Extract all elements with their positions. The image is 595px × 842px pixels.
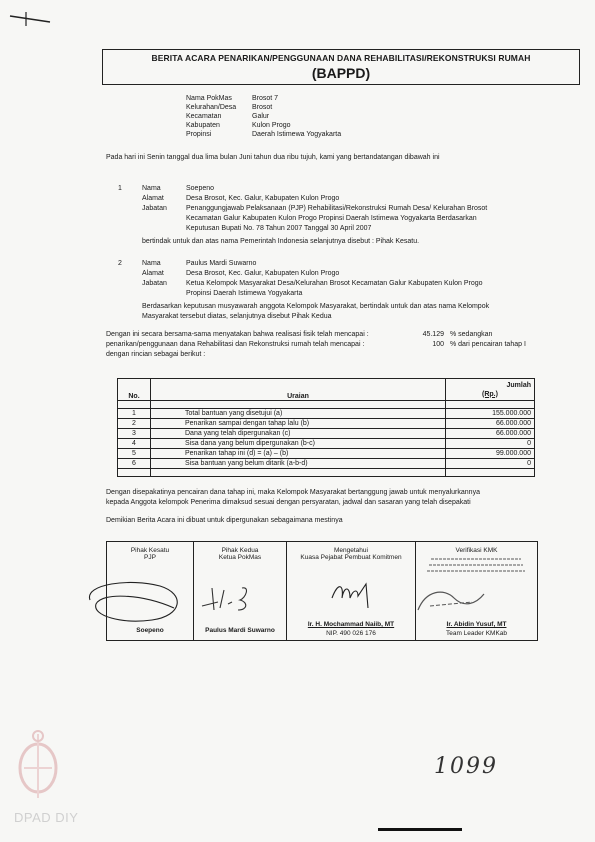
table-row: [118, 409, 535, 419]
signature-scribble-acknowledged: [328, 578, 380, 610]
withdrawal-progress-value: 100: [432, 341, 444, 348]
fund-details-table: [117, 378, 535, 477]
party-two-note: Berdasarkan keputusan musyawarah anggota Kelompok Masyarakat, bertindak untuk dan atas nama Kelompok: [142, 303, 490, 310]
table-row: [118, 439, 535, 449]
signature-role: Kuasa Pejabat Pembuat Komitmen: [300, 554, 402, 561]
physical-progress-value: 45.129: [422, 331, 444, 338]
row-description: Sisa bantuan yang belum ditarik (a-b-d): [151, 459, 446, 469]
party-one-note: bertindak untuk dan atas nama Pemerintah Indonesia selanjutnya disebut : Pihak Kesatu.: [142, 238, 420, 245]
row-description: Total bantuan yang disetujui (a): [151, 409, 446, 419]
table-row: [118, 429, 535, 439]
closing-paragraph: [106, 488, 480, 507]
signature-role: PJP: [144, 554, 156, 561]
identity-label: Kabupaten: [186, 122, 220, 129]
row-amount: 0: [446, 439, 535, 449]
signatory-name: Soepeno: [136, 627, 164, 634]
field-label: Jabatan: [142, 280, 167, 287]
identity-block: [186, 94, 341, 139]
identity-value: Brosot: [252, 104, 273, 111]
field-label: Nama: [142, 185, 161, 192]
row-number: 2: [118, 419, 151, 429]
verification-fine-print: [423, 555, 531, 581]
signatory-name: Ir. Abidin Yusuf, MT: [446, 621, 507, 628]
table-row: [118, 449, 535, 459]
field-label: Alamat: [142, 270, 164, 277]
closing-line: kepada Anggota kelompok Penerima dimaksud sesuai dengan persyaratan, jadwal dan sasaran yang telah disepakati: [106, 499, 471, 506]
party-number: 1: [118, 185, 122, 192]
party-two-address: Desa Brosot, Kec. Galur, Kabupaten Kulon Progo: [186, 270, 340, 277]
statement-text: penarikan/penggunaan dana Rehabilitasi dan Rekonstruksi rumah telah mencapai :: [106, 341, 365, 348]
field-label: Jabatan: [142, 205, 167, 212]
identity-label: Kelurahan/Desa: [186, 104, 237, 111]
row-description: Penarikan sampai dengan tahap lalu (b): [151, 419, 446, 429]
statement-text: Dengan ini secara bersama-sama menyatakan bahwa realisasi fisik telah mencapai :: [106, 331, 369, 338]
identity-label: Nama PokMas: [186, 95, 232, 102]
row-amount: 66.000.000: [446, 419, 535, 429]
identity-value: Daerah Istimewa Yogyakarta: [252, 131, 342, 138]
party-two-name: Paulus Mardi Suwarno: [186, 260, 257, 267]
corner-pen-mark: [8, 10, 53, 28]
signature-heading: Pihak Kesatu: [130, 547, 170, 554]
identity-label: Kecamatan: [186, 113, 222, 120]
document-abbreviation: (BAPPD): [311, 65, 371, 81]
signatory-name: Paulus Mardi Suwarno: [205, 627, 275, 634]
amount-header-label: Jumlah: [506, 381, 531, 389]
closing-statement: Demikian Berita Acara ini dibuat untuk dipergunakan sebagaimana mestinya: [106, 517, 343, 524]
statement-text: dengan rincian sebagai berikut :: [106, 351, 206, 358]
row-amount: 66.000.000: [446, 429, 535, 439]
row-number: 5: [118, 449, 151, 459]
bottom-rule: [378, 828, 462, 831]
row-number: 4: [118, 439, 151, 449]
party-number: 2: [118, 260, 122, 267]
document-title-box: [102, 49, 580, 85]
signatory-name: Ir. H. Mochammad Naiib, MT: [307, 621, 395, 628]
identity-value: Galur: [252, 113, 270, 120]
signature-scribble-party-one: [82, 570, 192, 632]
statement-block: [106, 330, 526, 359]
column-header-description: Uraian: [151, 379, 446, 401]
party-two-block: [118, 259, 489, 321]
signatory-title: Team Leader KMKab: [445, 630, 508, 637]
row-number: 1: [118, 409, 151, 419]
verification-stamp: [414, 586, 488, 620]
party-one-position: Kecamatan Galur Kabupaten Kulon Progo Propinsi Daerah Istimewa Yogyakarta Berdasarkan: [186, 215, 477, 222]
field-label: Nama: [142, 260, 161, 267]
closing-line: Dengan disepakatinya pencairan dana tahap ini, maka Kelompok Masyarakat bertanggung jawab untuk menyalurkannya: [106, 489, 480, 496]
statement-suffix: % sedangkan: [450, 331, 493, 338]
row-amount: 99.000.000: [446, 449, 535, 459]
row-description: Dana yang telah dipergunakan (c): [151, 429, 446, 439]
column-header-amount: [446, 379, 535, 401]
signature-heading: Pihak Kedua: [221, 547, 259, 554]
table-row: [118, 419, 535, 429]
party-one-block: [118, 184, 487, 246]
field-label: Alamat: [142, 195, 164, 202]
row-amount: 155.000.000: [446, 409, 535, 419]
party-one-position: Keputusan Bupati No. 78 Tahun 2007 Tanggal 30 April 2007: [186, 225, 372, 232]
signatory-id: NIP. 490 026 176: [326, 630, 376, 637]
amount-header-unit: (Rp.): [482, 390, 498, 398]
identity-value: Brosot 7: [252, 95, 279, 102]
row-number: 3: [118, 429, 151, 439]
party-one-position: Penanggungjawab Pelaksanaan (PJP) Rehabilitasi/Rekonstruksi Rumah Desa/ Kelurahan Brosot: [186, 205, 488, 212]
handwritten-page-number: 1099: [434, 754, 498, 779]
party-one-name: Soepeno: [186, 185, 215, 192]
signature-scribble-party-two: [198, 580, 268, 616]
party-two-position: Ketua Kelompok Masyarakat Desa/Kelurahan Brosot Kecamatan Galur Kabupaten Kulon Progo: [186, 280, 483, 287]
row-description: Sisa dana yang belum dipergunakan (b-c): [151, 439, 446, 449]
party-two-position: Propinsi Daerah Istimewa Yogyakarta: [186, 290, 303, 297]
statement-suffix: % dari pencairan tahap I: [450, 341, 526, 348]
intro-text: Pada hari ini Senin tanggal dua lima bulan Juni tahun dua ribu tujuh, kami yang bertandatangan dibawah ini: [106, 154, 440, 161]
watermark-text: DPAD DIY: [14, 810, 79, 825]
party-two-note: Masyarakat tersebut diatas, selanjutnya disebut Pihak Kedua: [142, 313, 332, 320]
identity-label: Propinsi: [186, 131, 212, 138]
signature-heading: Verifikasi KMK: [455, 547, 498, 554]
government-seal-icon: [14, 724, 62, 804]
party-one-address: Desa Brosot, Kec. Galur, Kabupaten Kulon Progo: [186, 195, 340, 202]
column-header-no: No.: [118, 379, 151, 401]
row-description: Penarikan tahap ini (d) = (a) – (b): [151, 449, 446, 459]
table-row: [118, 459, 535, 469]
signature-role: Ketua PokMas: [218, 554, 262, 561]
row-amount: 0: [446, 459, 535, 469]
document-title: BERITA ACARA PENARIKAN/PENGGUNAAN DANA REHABILITASI/REKONSTRUKSI RUMAH: [151, 53, 531, 63]
signature-heading: Mengetahui: [334, 547, 368, 554]
row-number: 6: [118, 459, 151, 469]
identity-value: Kulon Progo: [252, 122, 291, 129]
